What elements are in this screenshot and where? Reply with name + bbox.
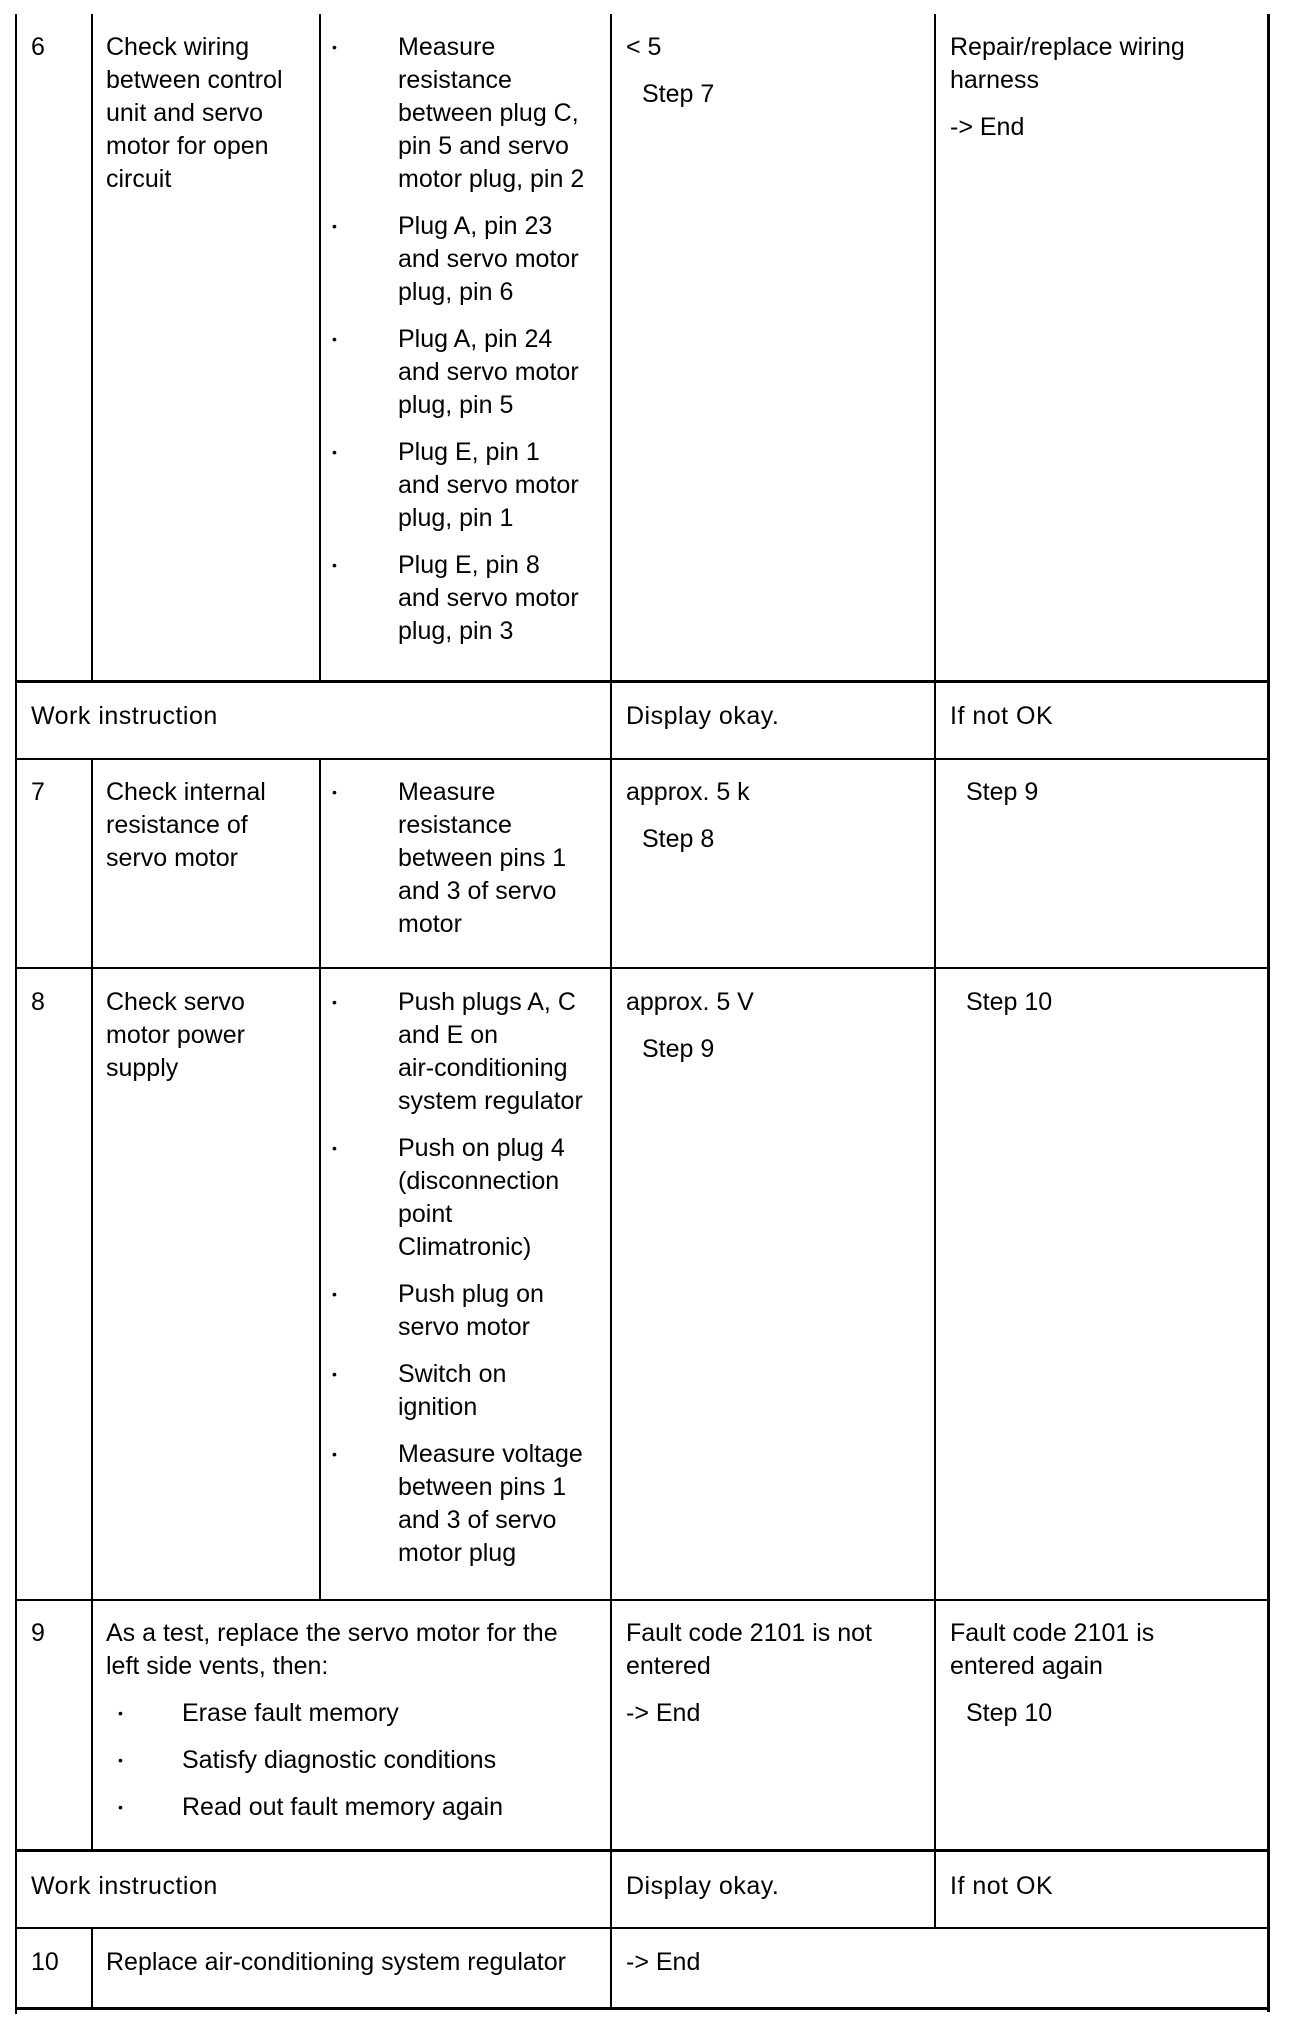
ok-next-step: Step 7 — [642, 80, 715, 108]
step-number: 9 — [31, 1619, 45, 1647]
ok-value: < 5 — [626, 33, 662, 61]
instruction-list — [320, 776, 610, 955]
header-if-not-ok: If not OK — [950, 702, 1054, 730]
ok-next-step: -> End — [626, 1699, 701, 1727]
instruction-item: • Push plugs A, C and E on air-conditioning system regulator — [320, 986, 610, 1118]
instruction-item: • Plug E, pin 1 and servo motor plug, pin 1 — [320, 436, 610, 535]
instruction-item: • Switch on ignition — [320, 1358, 610, 1424]
instruction-list — [320, 986, 610, 1584]
ok-next-step: Step 9 — [642, 1035, 715, 1063]
notok-next-step: Step 10 — [966, 1699, 1053, 1727]
instruction-list — [320, 31, 610, 662]
row-divider — [15, 1599, 1270, 1601]
ok-value: approx. 5 k — [626, 778, 750, 806]
step-description-text: As a test, replace the servo motor for the left side vents, then: — [106, 1619, 558, 1680]
instruction-item: • Measure resistance between plug C, pin 5 and servo motor plug, pin 2 — [320, 31, 610, 196]
ok-next-step: Step 8 — [642, 825, 715, 853]
row-divider — [15, 1849, 1270, 1852]
table-right-border — [1267, 14, 1270, 2012]
instruction-item: • Plug A, pin 23 and servo motor plug, pin 6 — [320, 210, 610, 309]
col-divider — [91, 14, 93, 681]
step-description: Replace air-conditioning system regulator — [106, 1948, 566, 1976]
row-divider — [15, 758, 1270, 760]
ok-result — [626, 31, 926, 125]
col-divider — [934, 14, 936, 1928]
step-number: 10 — [31, 1948, 59, 1976]
ok-text: Fault code 2101 is not entered — [626, 1619, 872, 1680]
instruction-item: • Measure voltage between pins 1 and 3 of servo motor plug — [320, 1438, 610, 1570]
step-description: Check servo motor power supply — [106, 988, 245, 1082]
notok-result — [950, 986, 1260, 1033]
notok-next-step: Step 10 — [966, 988, 1053, 1016]
row-divider — [15, 967, 1270, 969]
col-divider — [610, 14, 612, 2009]
ok-result — [626, 986, 926, 1080]
table-left-border — [15, 14, 17, 2014]
instruction-item: • Measure resistance between pins 1 and 3 of servo motor — [320, 776, 610, 941]
notok-next-step: -> End — [950, 113, 1025, 141]
step-description: Check internal resistance of servo motor — [106, 778, 266, 872]
step-description: Check wiring between control unit and servo motor for open circuit — [106, 33, 283, 193]
notok-result — [950, 776, 1260, 823]
result-text: -> End — [626, 1948, 701, 1976]
notok-text: Repair/replace wiring harness — [950, 33, 1185, 94]
instruction-item: • Satisfy diagnostic conditions — [106, 1744, 606, 1777]
notok-next-step: Step 9 — [966, 778, 1039, 806]
instruction-item: • Erase fault memory — [106, 1697, 606, 1730]
col-divider — [91, 759, 93, 1850]
row-divider — [15, 2007, 1270, 2010]
header-work-instruction: Work instruction — [31, 1872, 218, 1900]
ok-value: approx. 5 V — [626, 988, 754, 1016]
instruction-item: • Read out fault memory again — [106, 1791, 606, 1824]
header-if-not-ok: If not OK — [950, 1872, 1054, 1900]
header-work-instruction: Work instruction — [31, 702, 218, 730]
instruction-item: • Plug E, pin 8 and servo motor plug, pin 3 — [320, 549, 610, 648]
ok-result — [626, 776, 926, 870]
instruction-item: • Plug A, pin 24 and servo motor plug, pin 5 — [320, 323, 610, 422]
header-display-okay: Display okay. — [626, 702, 780, 730]
header-display-okay: Display okay. — [626, 1872, 780, 1900]
step-number: 8 — [31, 988, 45, 1016]
notok-result — [950, 31, 1260, 158]
step-description — [106, 1617, 606, 1838]
instruction-item: • Push on plug 4 (disconnection point Climatronic) — [320, 1132, 610, 1264]
ok-result — [626, 1617, 926, 1744]
notok-text: Fault code 2101 is entered again — [950, 1619, 1155, 1680]
step-number: 6 — [31, 33, 45, 61]
notok-result — [950, 1617, 1260, 1744]
row-divider — [15, 680, 1270, 683]
instruction-item: • Push plug on servo motor — [320, 1278, 610, 1344]
col-divider — [91, 1928, 93, 2008]
step-number: 7 — [31, 778, 45, 806]
row-divider — [15, 1927, 1270, 1929]
